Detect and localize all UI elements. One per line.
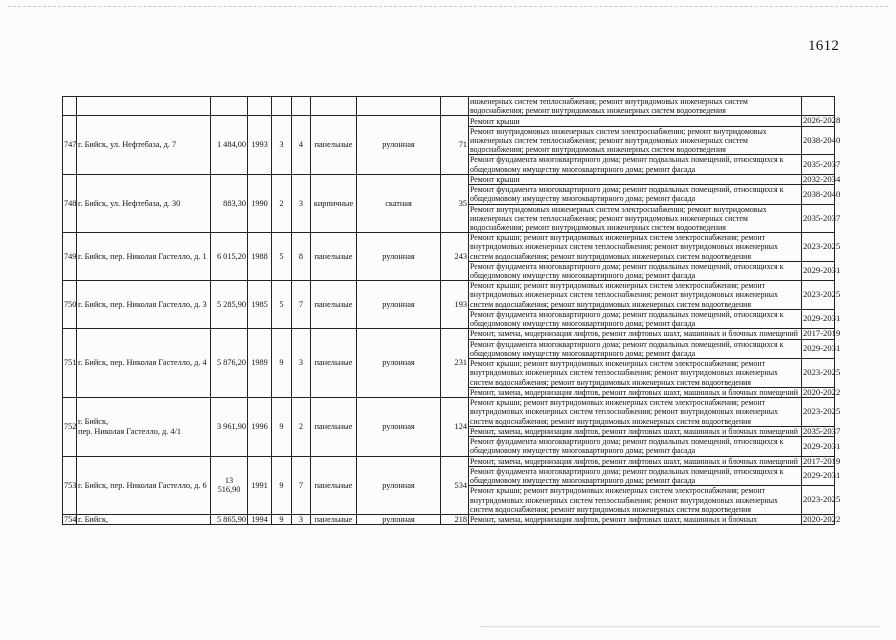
work-description: Ремонт крыши; ремонт внутридомовых инженерных систем электроснабжения; ремонт внутридомовых инженерных систем теплоснабжения; ремонт внутридомовых инженерных систем водоснабжения; ремонт внутридомовых инженерных систем водоотведения xyxy=(469,486,802,515)
table-row-continuation xyxy=(63,97,835,116)
work-period: 2023-2025 xyxy=(802,398,835,427)
empty-cell xyxy=(441,97,469,116)
floors-count: 5 xyxy=(272,233,292,281)
work-description: Ремонт фундамента многоквартирного дома; ремонт подвальных помещений, относящихся к общедомовому имуществу многоквартирного дома; ремонт фасада xyxy=(469,185,802,204)
commission-year: 1985 xyxy=(248,281,272,329)
roof-type: рулонная xyxy=(357,456,441,514)
work-period: 2017-2019 xyxy=(803,328,841,339)
total-area: 13 516,90 xyxy=(211,456,248,514)
work-period: 2017-2019 xyxy=(803,455,841,466)
work-description: инженерных систем теплоснабжения; ремонт внутридомовых инженерных систем водоснабжения; ремонт внутридомовых инженерных систем водоотведения xyxy=(469,97,802,116)
work-description: Ремонт крыши xyxy=(469,174,802,184)
commission-year: 1996 xyxy=(248,398,272,456)
work-period: 2038-2040 xyxy=(802,126,835,155)
work-period: 2023-2025 xyxy=(802,359,835,388)
work-description: Ремонт фундамента многоквартирного дома; ремонт подвальных помещений, относящихся к общедомовому имуществу многоквартирного дома; ремонт фасада xyxy=(469,261,802,280)
wall-material: панельные xyxy=(311,514,357,524)
work-period: 2029-2031 xyxy=(802,437,835,456)
work-period: 2029-2031 xyxy=(802,261,835,280)
table-row xyxy=(63,329,835,339)
repair-program-table xyxy=(62,96,841,525)
empty-cell xyxy=(292,97,311,116)
wall-material: панельные xyxy=(311,329,357,398)
empty-cell xyxy=(77,97,211,116)
entrances-count: 7 xyxy=(292,456,311,514)
residents-count: 534 xyxy=(441,456,469,514)
floors-count: 5 xyxy=(272,281,292,329)
work-period: 2029-2031 xyxy=(802,339,835,358)
work-description: Ремонт фундамента многоквартирного дома; ремонт подвальных помещений, относящихся к общедомовому имуществу многоквартирного дома; ремонт фасада xyxy=(469,466,802,485)
commission-year: 1994 xyxy=(248,514,272,524)
table-row xyxy=(63,456,835,466)
roof-type: рулонная xyxy=(357,281,441,329)
empty-cell xyxy=(272,97,292,116)
work-period: 2035-2037 xyxy=(802,204,835,233)
total-area: 883,30 xyxy=(211,174,248,232)
wall-material: панельные xyxy=(311,281,357,329)
total-area: 5 285,90 xyxy=(211,281,248,329)
row-number: 752 xyxy=(63,398,77,456)
work-period: 2029-2031 xyxy=(802,309,835,328)
work-description: Ремонт крыши; ремонт внутридомовых инженерных систем электроснабжения; ремонт внутридомовых инженерных систем теплоснабжения; ремонт внутридомовых инженерных систем водоснабжения; ремонт внутридомовых инженерных систем водоотведения xyxy=(469,359,802,388)
commission-year: 1988 xyxy=(248,233,272,281)
residents-count: 124 xyxy=(441,398,469,456)
wall-material: панельные xyxy=(311,398,357,456)
commission-year: 1993 xyxy=(248,116,272,174)
row-number: 747 xyxy=(63,116,77,174)
total-area: 6 015,20 xyxy=(211,233,248,281)
work-description: Ремонт фундамента многоквартирного дома; ремонт подвальных помещений, относящихся к общедомовому имуществу многоквартирного дома; ремонт фасада xyxy=(469,155,802,174)
work-period xyxy=(802,97,835,116)
row-number: 750 xyxy=(63,281,77,329)
wall-material: панельные xyxy=(311,233,357,281)
work-period: 2032-2034 xyxy=(803,173,841,184)
table-row xyxy=(63,233,835,262)
work-period: 2023-2025 xyxy=(802,281,835,310)
row-number: 754 xyxy=(64,514,77,524)
roof-type: рулонная xyxy=(357,116,441,174)
wall-material: панельные xyxy=(311,116,357,174)
work-description: Ремонт внутридомовых инженерных систем электроснабжения; ремонт внутридомовых инженерных систем теплоснабжения; ремонт внутридомовых инженерных систем водоснабжения; ремонт внутридомовых инженерных систем водоотведения xyxy=(469,204,802,233)
building-address: г. Бийск, ул. Нефтебаза, д. 7 xyxy=(77,116,211,174)
work-description: Ремонт крыши xyxy=(469,116,802,126)
floors-count: 9 xyxy=(272,329,292,398)
work-period: 2023-2025 xyxy=(802,486,835,515)
building-address: г. Бийск, пер. Николая Гастелло, д. 1 xyxy=(77,233,211,281)
table-row xyxy=(63,281,835,310)
empty-cell xyxy=(248,97,272,116)
work-period: 2029-2031 xyxy=(802,466,835,485)
work-description: Ремонт, замена, модернизация лифтов, ремонт лифтовых шахт, машинных и блочных xyxy=(469,514,802,524)
work-description: Ремонт фундамента многоквартирного дома; ремонт подвальных помещений, относящихся к общедомовому имуществу многоквартирного дома; ремонт фасада xyxy=(469,339,802,358)
total-area: 5 865,90 xyxy=(211,514,248,524)
table-row xyxy=(63,398,835,427)
total-area: 5 876,20 xyxy=(211,329,248,398)
work-description: Ремонт крыши; ремонт внутридомовых инженерных систем электроснабжения; ремонт внутридомовых инженерных систем теплоснабжения; ремонт внутридомовых инженерных систем водоснабжения; ремонт внутридомовых инженерных систем водоотведения xyxy=(469,281,802,310)
work-description: Ремонт, замена, модернизация лифтов, ремонт лифтовых шахт, машинных и блочных помещений xyxy=(469,387,802,397)
entrances-count: 3 xyxy=(292,514,311,524)
entrances-count: 2 xyxy=(292,398,311,456)
work-period: 2026-2028 xyxy=(803,115,841,126)
empty-cell xyxy=(311,97,357,116)
building-address: г. Бийск, пер. Николая Гастелло, д. 4/1 xyxy=(77,398,211,456)
work-description: Ремонт, замена, модернизация лифтов, ремонт лифтовых шахт, машинных и блочных помещений xyxy=(469,456,802,466)
roof-type: рулонная xyxy=(357,398,441,456)
work-period: 2038-2040 xyxy=(802,185,835,204)
entrances-count: 3 xyxy=(292,329,311,398)
entrances-count: 4 xyxy=(292,116,311,174)
commission-year: 1989 xyxy=(248,329,272,398)
work-description: Ремонт крыши; ремонт внутридомовых инженерных систем электроснабжения; ремонт внутридомовых инженерных систем теплоснабжения; ремонт внутридомовых инженерных систем водоснабжения; ремонт внутридомовых инженерных систем водоотведения xyxy=(469,398,802,427)
work-period: 2035-2037 xyxy=(802,155,835,174)
roof-type: скатная xyxy=(357,174,441,232)
empty-cell xyxy=(357,97,441,116)
building-address: г. Бийск, ул. Нефтебаза, д. 30 xyxy=(77,174,211,232)
work-description: Ремонт крыши; ремонт внутридомовых инженерных систем электроснабжения; ремонт внутридомовых инженерных систем теплоснабжения; ремонт внутридомовых инженерных систем водоснабжения; ремонт внутридомовых инженерных систем водоотведения xyxy=(469,233,802,262)
empty-cell xyxy=(63,97,77,116)
residents-count: 71 xyxy=(441,116,469,174)
floors-count: 2 xyxy=(272,174,292,232)
row-number: 748 xyxy=(63,174,77,232)
page-number: 1612 xyxy=(808,38,840,54)
work-description: Ремонт внутридомовых инженерных систем электроснабжения; ремонт внутридомовых инженерных систем теплоснабжения; ремонт внутридомовых инженерных систем водоснабжения; ремонт внутридомовых инженерных систем водоотведения xyxy=(469,126,802,155)
roof-type: рулонная xyxy=(357,514,441,524)
work-description: Ремонт, замена, модернизация лифтов, ремонт лифтовых шахт, машинных и блочных помещений xyxy=(469,426,802,436)
commission-year: 1990 xyxy=(248,174,272,232)
residents-count: 243 xyxy=(441,233,469,281)
roof-type: рулонная xyxy=(357,329,441,398)
table-body xyxy=(63,97,841,525)
commission-year: 1991 xyxy=(248,456,272,514)
floors-count: 3 xyxy=(272,116,292,174)
row-number: 751 xyxy=(63,329,77,398)
residents-count: 218 xyxy=(441,514,469,524)
work-description: Ремонт фундамента многоквартирного дома; ремонт подвальных помещений, относящихся к общедомовому имуществу многоквартирного дома; ремонт фасада xyxy=(469,437,802,456)
wall-material: кирпичные xyxy=(311,174,357,232)
total-area: 1 484,00 xyxy=(211,116,248,174)
row-number: 753 xyxy=(63,456,77,514)
residents-count: 35 xyxy=(441,174,469,232)
building-address: г. Бийск, xyxy=(77,514,211,524)
floors-count: 9 xyxy=(272,514,292,524)
table-row xyxy=(63,514,835,524)
building-address: г. Бийск, пер. Николая Гастелло, д. 6 xyxy=(77,456,211,514)
work-period: 2020-2022 xyxy=(803,513,841,524)
roof-type: рулонная xyxy=(357,233,441,281)
entrances-count: 7 xyxy=(292,281,311,329)
work-period: 2020-2022 xyxy=(803,386,841,397)
residents-count: 193 xyxy=(441,281,469,329)
residents-count: 231 xyxy=(441,329,469,398)
work-description: Ремонт, замена, модернизация лифтов, ремонт лифтовых шахт, машинных и блочных помещений xyxy=(469,329,802,339)
work-description: Ремонт фундамента многоквартирного дома; ремонт подвальных помещений, относящихся к общедомовому имуществу многоквартирного дома; ремонт фасада xyxy=(469,309,802,328)
table-row xyxy=(63,116,835,126)
work-period: 2035-2037 xyxy=(803,425,841,436)
entrances-count: 3 xyxy=(292,174,311,232)
wall-material: панельные xyxy=(311,456,357,514)
empty-cell xyxy=(211,97,248,116)
table-row xyxy=(63,174,835,184)
total-area: 3 961,90 xyxy=(211,398,248,456)
work-period: 2023-2025 xyxy=(802,233,835,262)
scan-edge-bottom xyxy=(480,626,880,627)
entrances-count: 8 xyxy=(292,233,311,281)
row-number: 749 xyxy=(63,233,77,281)
scan-edge-top xyxy=(8,6,888,7)
floors-count: 9 xyxy=(272,456,292,514)
building-address: г. Бийск, пер. Николая Гастелло, д. 4 xyxy=(77,329,211,398)
building-address: г. Бийск, пер. Николая Гастелло, д. 3 xyxy=(77,281,211,329)
floors-count: 9 xyxy=(272,398,292,456)
